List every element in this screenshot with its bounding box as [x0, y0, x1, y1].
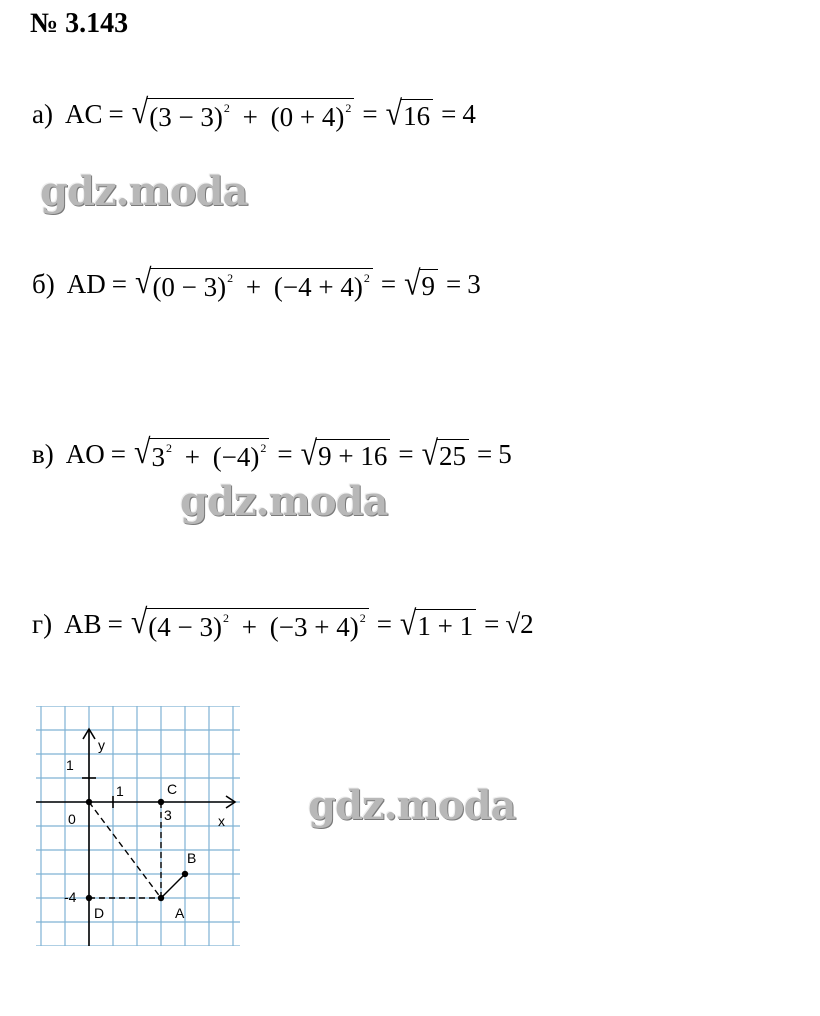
- unit-label-y: 1: [66, 757, 74, 773]
- plus-sign: +: [242, 102, 258, 132]
- term: (4 − 3): [148, 612, 223, 642]
- radicand: 9: [420, 269, 439, 300]
- equals-sign: =: [484, 609, 500, 639]
- radicand: 9 + 16: [316, 439, 390, 470]
- point-b: [182, 871, 188, 877]
- exponent: 2: [345, 101, 352, 115]
- exponent: 2: [363, 271, 370, 285]
- radical-sign-icon: √: [421, 434, 439, 473]
- lhs: AD: [66, 269, 106, 299]
- term: 3: [151, 442, 165, 472]
- watermark: gdz.moda: [40, 168, 248, 215]
- equation-c: [32, 433, 512, 473]
- point-c: [158, 799, 164, 805]
- square-root: [399, 604, 476, 643]
- tick-label-neg4: -4: [64, 889, 77, 905]
- point-a: [158, 895, 164, 901]
- term: (−4): [212, 442, 260, 472]
- term: (3 − 3): [149, 102, 223, 132]
- term: (−4 + 4): [273, 272, 363, 302]
- point-label-b: B: [187, 850, 197, 866]
- result: 4: [462, 99, 476, 129]
- square-root: [385, 94, 433, 133]
- equation-label: а): [32, 99, 53, 129]
- square-root: [130, 603, 369, 642]
- exponent: 2: [260, 441, 267, 455]
- watermark: gdz.moda: [308, 782, 516, 829]
- exponent: 2: [223, 611, 230, 625]
- radicand: 16: [401, 99, 433, 130]
- plus-sign: +: [245, 272, 262, 302]
- radical-sign-icon: √: [404, 264, 421, 303]
- equals-sign: =: [111, 269, 127, 299]
- coordinate-grid: [36, 706, 240, 946]
- result: 5: [498, 439, 512, 469]
- exponent: 2: [359, 611, 366, 625]
- equals-sign: =: [441, 99, 457, 129]
- axis-label-y: y: [98, 737, 105, 753]
- radical-sign-icon: √: [130, 603, 148, 642]
- square-root: [421, 434, 469, 473]
- grid-lines: [36, 706, 240, 946]
- equals-sign: =: [362, 99, 378, 129]
- radical-sign-icon: √: [133, 433, 151, 472]
- point-label-c: C: [167, 781, 178, 797]
- radicand: 25: [437, 439, 469, 470]
- equals-sign: =: [446, 269, 462, 299]
- equation-label: б): [32, 269, 55, 299]
- equation-d: [32, 603, 534, 643]
- square-root: [404, 264, 438, 303]
- point-o: [86, 799, 92, 805]
- lhs: AB: [64, 609, 102, 639]
- result: √2: [505, 609, 534, 639]
- equals-sign: =: [398, 439, 414, 469]
- equation-b: [32, 263, 481, 303]
- problem-title: № 3.143: [30, 8, 129, 39]
- equals-sign: =: [108, 99, 124, 129]
- result: 3: [467, 269, 481, 299]
- equals-sign: =: [277, 439, 293, 469]
- point-label-a: A: [175, 905, 185, 921]
- point-label-d: D: [94, 905, 105, 921]
- term: (0 − 3): [152, 272, 227, 302]
- radical-sign-icon: √: [131, 93, 149, 132]
- equation-a: [32, 93, 476, 133]
- radical-sign-icon: √: [399, 604, 417, 643]
- exponent: 2: [223, 101, 230, 115]
- equals-sign: =: [380, 269, 397, 299]
- equals-sign: =: [477, 439, 493, 469]
- plus-sign: +: [241, 612, 257, 642]
- square-root: [134, 263, 373, 302]
- radical-sign-icon: √: [134, 263, 152, 302]
- term: (0 + 4): [270, 102, 345, 132]
- radical-sign-icon: √: [385, 94, 403, 133]
- lhs: AC: [64, 99, 103, 129]
- equals-sign: =: [110, 439, 126, 469]
- radicand: 1 + 1: [415, 609, 476, 640]
- equals-sign: =: [107, 609, 123, 639]
- exponent: 2: [227, 271, 234, 285]
- origin-label: 0: [68, 811, 76, 827]
- radical-sign-icon: √: [300, 434, 318, 473]
- segment-ab: [161, 874, 185, 898]
- equals-sign: =: [376, 609, 392, 639]
- equation-label: г): [32, 609, 53, 639]
- plus-sign: +: [184, 442, 200, 472]
- exponent: 2: [165, 441, 172, 455]
- point-d: [86, 895, 92, 901]
- tick-label-3: 3: [164, 807, 172, 823]
- term: (−3 + 4): [269, 612, 359, 642]
- unit-label-x: 1: [116, 783, 124, 799]
- watermark: gdz.moda: [180, 478, 388, 525]
- lhs: AO: [65, 439, 105, 469]
- equation-label: в): [32, 439, 54, 469]
- axis-label-x: x: [218, 813, 225, 829]
- square-root: [300, 434, 391, 473]
- square-root: [133, 433, 269, 472]
- coordinate-diagram: [36, 706, 240, 946]
- square-root: [131, 93, 355, 132]
